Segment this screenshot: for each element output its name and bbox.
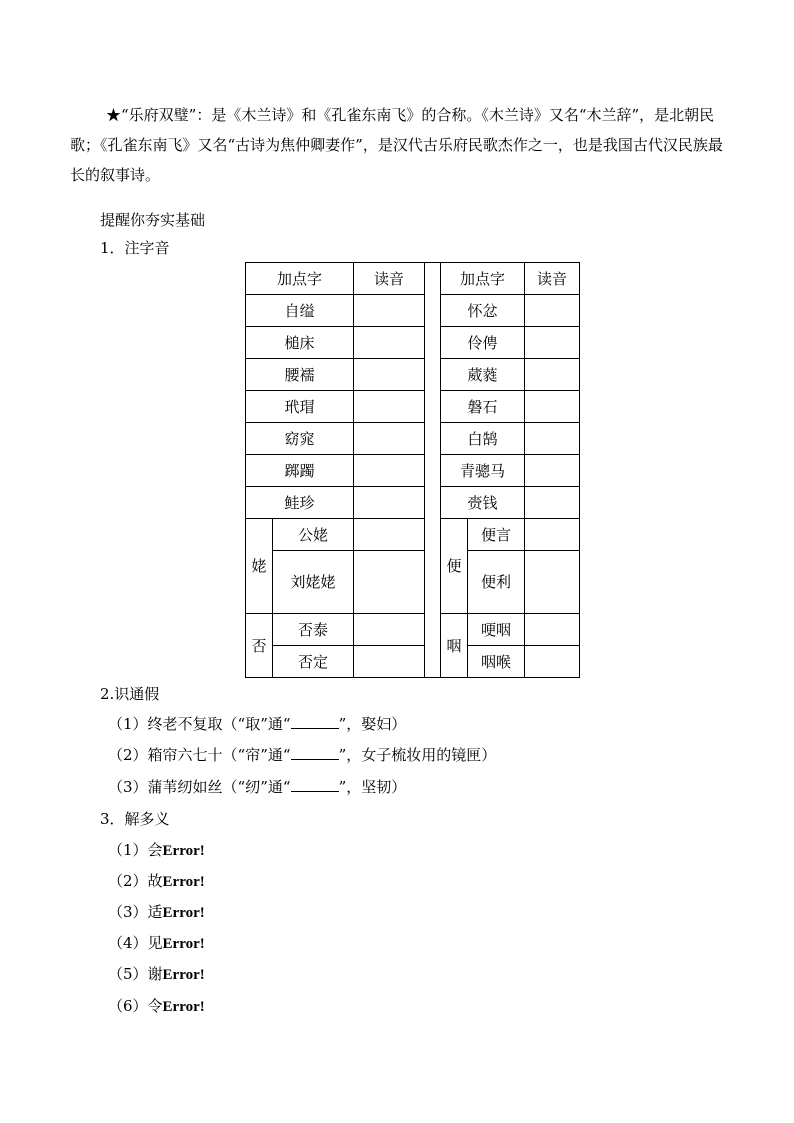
word-cell: 伶俜 bbox=[441, 327, 525, 359]
header-pinyin-right: 读音 bbox=[525, 263, 580, 295]
word-cell: 槌床 bbox=[246, 327, 354, 359]
q3-item: （3）适Error! bbox=[108, 903, 205, 921]
q3-title: 3．解多义 bbox=[100, 810, 170, 828]
answer-cell[interactable] bbox=[354, 614, 425, 646]
error-text: Error! bbox=[162, 967, 205, 983]
header-char-right: 加点字 bbox=[441, 263, 525, 295]
word-cell: 腰襦 bbox=[246, 359, 354, 391]
q2-item-2: （2）箱帘六七十（“帘”通“ ”，女子梳妆用的镜匣） bbox=[108, 746, 497, 764]
word-cell: 白鹄 bbox=[441, 423, 525, 455]
answer-cell[interactable] bbox=[525, 487, 580, 519]
fill-blank[interactable] bbox=[291, 777, 339, 792]
answer-cell[interactable] bbox=[525, 391, 580, 423]
header-char-left: 加点字 bbox=[246, 263, 354, 295]
word-cell: 否定 bbox=[273, 646, 354, 678]
word-cell: 赍钱 bbox=[441, 487, 525, 519]
word-cell: 咽喉 bbox=[468, 646, 525, 678]
intro-text: ★“乐府双璧”：是《木兰诗》和《孔雀东南飞》的合称。《木兰诗》又名“木兰辞”，是北朝民歌；《孔雀东南飞》又名“古诗为焦仲卿妻作”，是汉代古乐府民歌杰作之一，也是我国古代汉民族最长的叙事诗。 bbox=[70, 106, 723, 184]
answer-cell[interactable] bbox=[354, 519, 425, 551]
word-cell: 磐石 bbox=[441, 391, 525, 423]
answer-cell[interactable] bbox=[354, 295, 425, 327]
q2-title: 2.识通假 bbox=[100, 685, 160, 703]
answer-cell[interactable] bbox=[525, 359, 580, 391]
error-text: Error! bbox=[162, 905, 205, 921]
q3-item: （6）令Error! bbox=[108, 997, 205, 1015]
fill-blank[interactable] bbox=[291, 714, 339, 729]
error-text: Error! bbox=[162, 843, 205, 859]
word-cell: 葳蕤 bbox=[441, 359, 525, 391]
word-cell: 公姥 bbox=[273, 519, 354, 551]
word-cell: 便利 bbox=[468, 551, 525, 614]
fill-blank[interactable] bbox=[291, 745, 339, 760]
intro-paragraph bbox=[70, 100, 725, 190]
q3-item: （4）见Error! bbox=[108, 934, 205, 952]
group-char-bian: 便 bbox=[441, 519, 468, 614]
answer-cell[interactable] bbox=[354, 359, 425, 391]
word-cell: 鲑珍 bbox=[246, 487, 354, 519]
answer-cell[interactable] bbox=[354, 487, 425, 519]
word-cell: 怀忿 bbox=[441, 295, 525, 327]
group-char-mu: 姥 bbox=[246, 519, 273, 614]
word-cell: 哽咽 bbox=[468, 614, 525, 646]
answer-cell[interactable] bbox=[525, 423, 580, 455]
group-char-fou: 否 bbox=[246, 614, 273, 678]
answer-cell[interactable] bbox=[525, 327, 580, 359]
q3-item: （5）谢Error! bbox=[108, 965, 205, 983]
answer-cell[interactable] bbox=[354, 327, 425, 359]
error-text: Error! bbox=[162, 999, 205, 1015]
pronunciation-table bbox=[245, 262, 580, 678]
word-cell: 玳瑁 bbox=[246, 391, 354, 423]
q1-title: 1．注字音 bbox=[100, 239, 170, 257]
word-cell: 自缢 bbox=[246, 295, 354, 327]
error-text: Error! bbox=[162, 874, 205, 890]
word-cell: 踯躅 bbox=[246, 455, 354, 487]
table-gap bbox=[425, 263, 441, 678]
answer-cell[interactable] bbox=[525, 455, 580, 487]
answer-cell[interactable] bbox=[525, 551, 580, 614]
answer-cell[interactable] bbox=[354, 551, 425, 614]
header-pinyin-left: 读音 bbox=[354, 263, 425, 295]
q2-item-3: （3）蒲苇纫如丝（“纫”通“ ”，坚韧） bbox=[108, 778, 407, 796]
answer-cell[interactable] bbox=[354, 646, 425, 678]
word-cell: 窈窕 bbox=[246, 423, 354, 455]
answer-cell[interactable] bbox=[354, 423, 425, 455]
answer-cell[interactable] bbox=[354, 455, 425, 487]
answer-cell[interactable] bbox=[525, 295, 580, 327]
answer-cell[interactable] bbox=[525, 614, 580, 646]
q2-item-1: （1）终老不复取（“取”通“ ”，娶妇） bbox=[108, 715, 407, 733]
q3-item: （1）会Error! bbox=[108, 841, 205, 859]
section-title: 提醒你夯实基础 bbox=[100, 211, 206, 229]
q3-item: （2）故Error! bbox=[108, 872, 205, 890]
word-cell: 否泰 bbox=[273, 614, 354, 646]
word-cell: 便言 bbox=[468, 519, 525, 551]
answer-cell[interactable] bbox=[354, 391, 425, 423]
answer-cell[interactable] bbox=[525, 646, 580, 678]
word-cell: 刘姥姥 bbox=[273, 551, 354, 614]
error-text: Error! bbox=[162, 936, 205, 952]
group-char-yan: 咽 bbox=[441, 614, 468, 678]
word-cell: 青骢马 bbox=[441, 455, 525, 487]
answer-cell[interactable] bbox=[525, 519, 580, 551]
